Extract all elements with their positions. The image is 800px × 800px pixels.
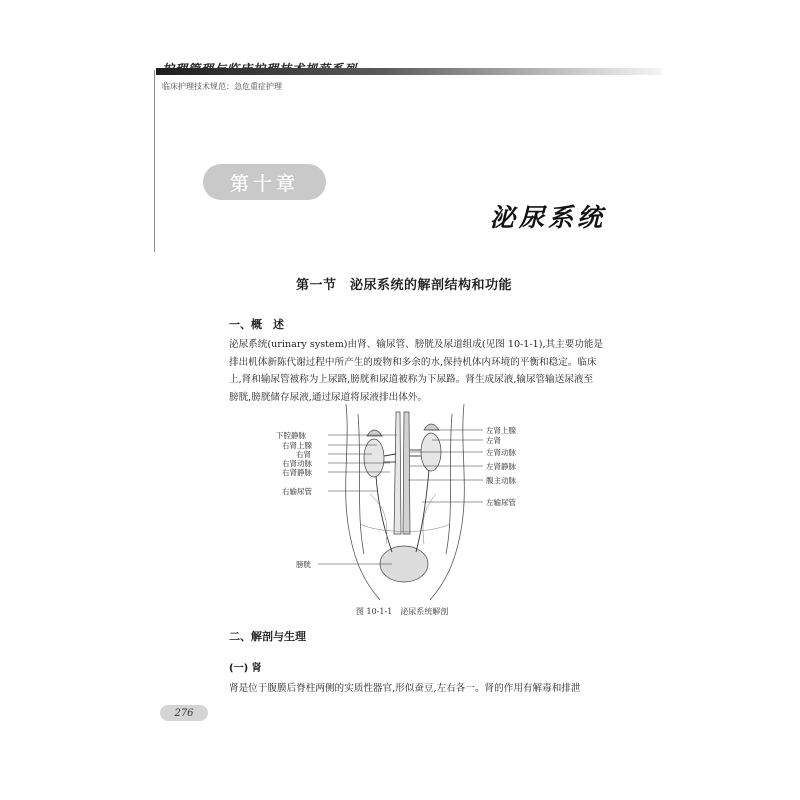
overview-line: 排出机体新陈代谢过程中所产生的废物和多余的水,保持机体内环境的平衡和稳定。临床 (229, 356, 597, 368)
label-bladder: 膀胱 (296, 560, 311, 569)
kidney-paragraph-line: 肾是位于腹膜后脊柱两侧的实质性器官,形似蚕豆,左右各一。肾的作用有解毒和排泄 (229, 683, 581, 694)
label-right-renal-vein: 右肾静脉 (282, 468, 312, 477)
kidney-sub-heading: (一) 肾 (229, 663, 262, 674)
overview-line: 膀胱,膀胱储存尿液,通过尿道将尿液排出体外。 (229, 391, 427, 403)
label-left-ureter: 左输尿管 (486, 498, 516, 507)
label-inferior-vena-cava: 下腔静脉 (276, 431, 306, 440)
label-left-adrenal-gland: 左肾上腺 (486, 426, 516, 435)
sub-header: 临床护理技术规范：急危重症护理 (162, 82, 282, 91)
label-right-adrenal-gland: 右肾上腺 (282, 441, 312, 450)
overview-heading: 一、概 述 (229, 318, 284, 331)
page-number-badge (160, 705, 208, 721)
chapter-title: 泌尿系统 (490, 203, 607, 232)
label-right-renal-artery: 右肾动脉 (282, 459, 312, 468)
label-right-ureter: 右输尿管 (282, 487, 312, 496)
section-title: 第一节 泌尿系统的解剖结构和功能 (296, 278, 513, 293)
overview-line: 上,肾和输尿管被称为上尿路,膀胱和尿道被称为下尿路。肾生成尿液,输尿管输送尿液至 (229, 374, 594, 385)
label-right-kidney: 右肾 (296, 450, 311, 459)
label-left-renal-artery: 左肾动脉 (486, 448, 516, 457)
label-abdominal-aorta: 腹主动脉 (486, 476, 516, 485)
overview-line: 泌尿系统(urinary system)由肾、输尿管、膀胱及尿道组成(见图 10-1-1),其主要功能是 (229, 339, 604, 350)
anatomy-heading: 二、解剖与生理 (229, 630, 306, 643)
figure-caption: 图 10-1-1 泌尿系统解剖 (356, 607, 449, 616)
label-left-kidney: 左肾 (486, 436, 501, 445)
chapter-number-label: 第十章 (229, 172, 299, 195)
page-number: 276 (174, 707, 194, 719)
label-left-renal-vein: 左肾静脉 (486, 462, 516, 471)
